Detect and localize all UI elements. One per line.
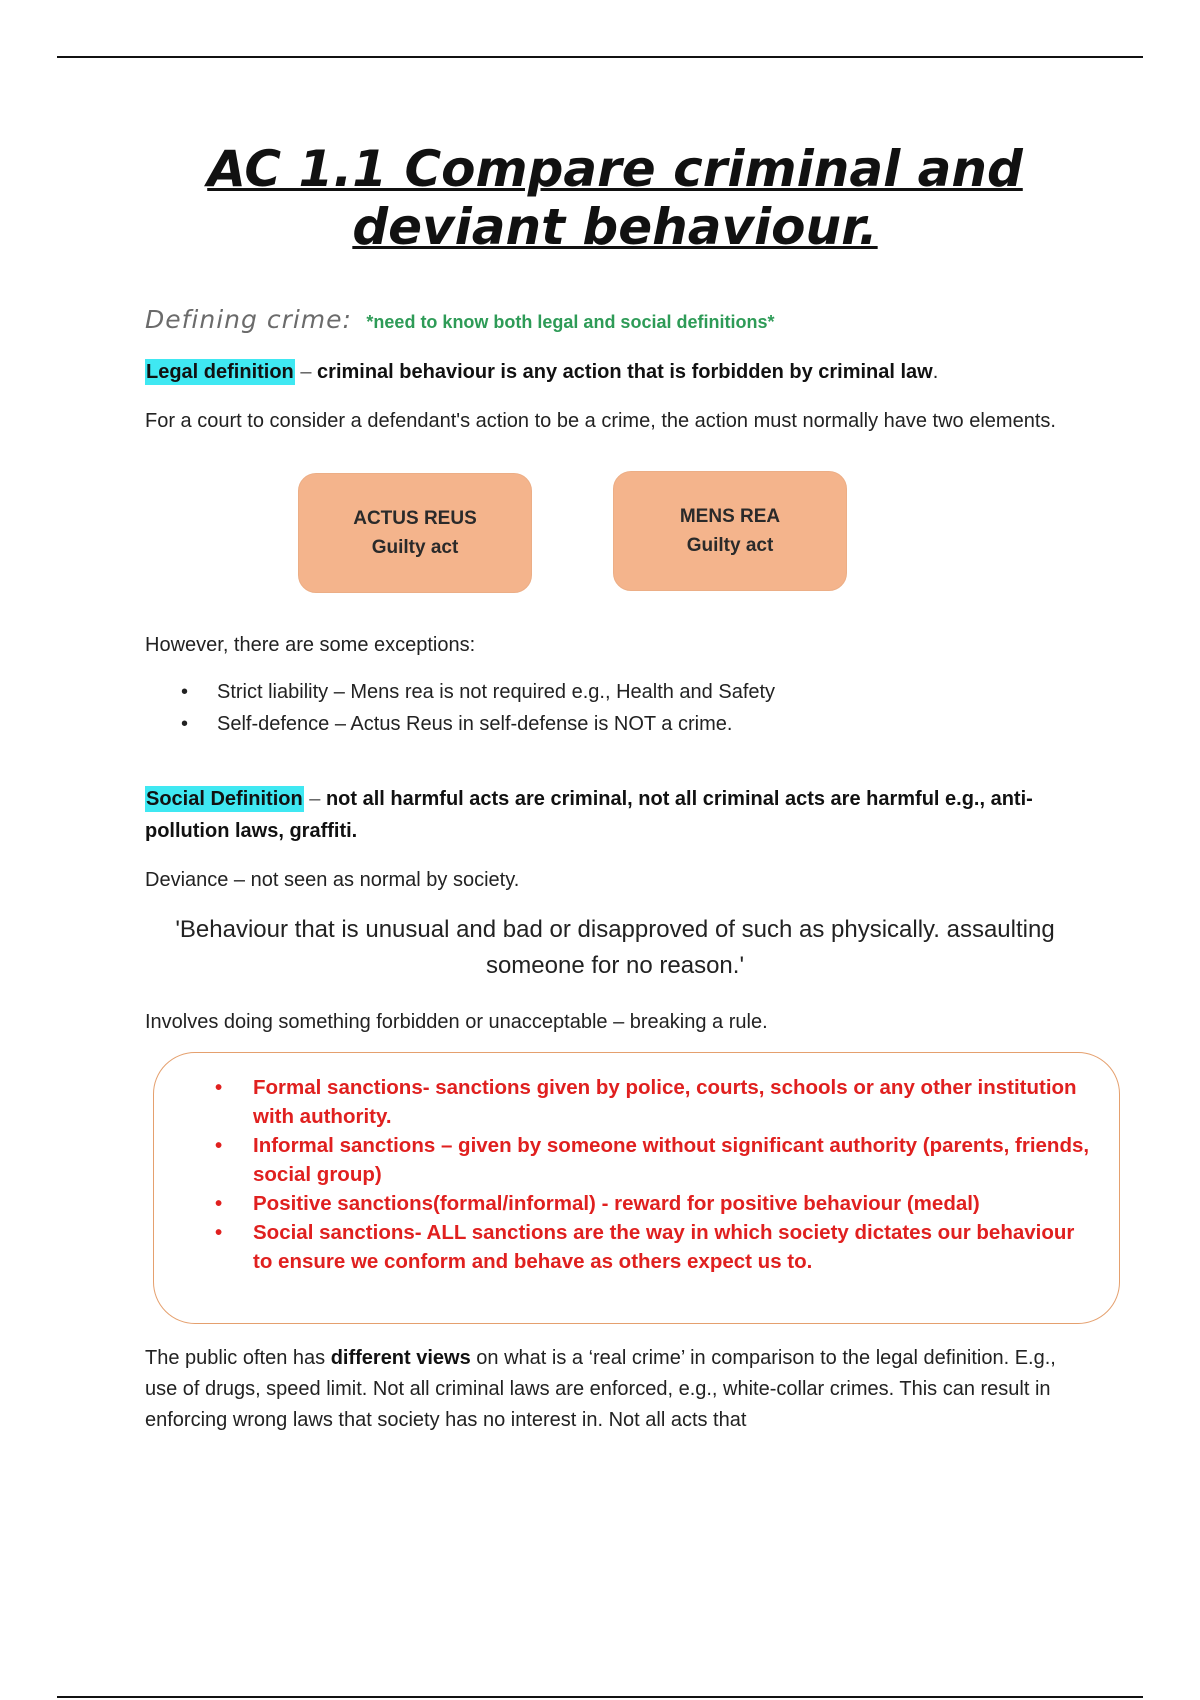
element-name: MENS REA — [679, 506, 781, 527]
social-definition-paragraph — [145, 783, 1085, 847]
sanctions-list — [205, 1073, 1095, 1276]
legal-definition-term: Legal definition — [146, 361, 294, 383]
exceptions-intro: However, there are some exceptions: — [145, 634, 476, 656]
defining-crime-note: *need to know both legal and social definitions* — [366, 312, 775, 332]
defining-crime-label: Defining crime: — [145, 305, 352, 334]
legal-definition-text: criminal behaviour is any action that is forbidden by criminal law — [317, 361, 933, 383]
defining-crime-heading — [145, 305, 774, 334]
element-name: ACTUS REUS — [353, 508, 477, 529]
list-item: • Self-defence – Actus Reus in self-defense is NOT a crime. — [145, 708, 775, 740]
list-item: • Informal sanctions – given by someone without significant authority (parents, friends, social group) — [205, 1131, 1095, 1189]
title-line-2: deviant behaviour. — [352, 198, 878, 256]
list-item: • Formal sanctions- sanctions given by police, courts, schools or any other institution with authority. — [205, 1073, 1095, 1131]
element-meaning: Guilty act — [686, 535, 774, 556]
actus-reus-box — [298, 473, 532, 593]
social-dash: – — [303, 788, 326, 810]
public-views-paragraph — [145, 1343, 1085, 1436]
mens-rea-box — [613, 471, 847, 591]
public-after: on what is a ‘real crime’ in comparison to the legal definition. E.g., use of drugs, speed limit. Not all criminal laws are enforced, e.g., white-collar crimes. This can result in enforcing wrong laws that society has no interest in. Not all acts that — [145, 1347, 1056, 1431]
list-item: • Strict liability – Mens rea is not required e.g., Health and Safety — [145, 676, 775, 708]
public-before: The public often has — [145, 1347, 331, 1369]
deviance-paragraph: Deviance – not seen as normal by society. — [145, 869, 520, 891]
public-bold: different views — [330, 1347, 471, 1369]
title-line-1: AC 1.1 Compare criminal and — [207, 140, 1023, 198]
list-item: • Positive sanctions(formal/informal) - reward for positive behaviour (medal) — [205, 1189, 1095, 1218]
list-item: • Social sanctions- ALL sanctions are the way in which society dictates our behaviour to ensure we conform and behave as others expect us to. — [205, 1218, 1095, 1276]
deviance-quote: 'Behaviour that is unusual and bad or disapproved of such as physically. assaulting someone for no reason.' — [175, 916, 1055, 979]
legal-definition-paragraph — [145, 356, 1085, 388]
top-rule — [57, 56, 1143, 58]
element-meaning: Guilty act — [371, 537, 459, 558]
exceptions-list — [145, 676, 775, 740]
court-paragraph: For a court to consider a defendant's action to be a crime, the action must normally have two elements. — [145, 410, 1056, 432]
page-title — [145, 140, 1085, 256]
involves-paragraph: Involves doing something forbidden or unacceptable – breaking a rule. — [145, 1011, 768, 1033]
legal-dash: – — [294, 361, 318, 383]
social-definition-term: Social Definition — [146, 788, 303, 810]
bottom-rule — [57, 1696, 1143, 1698]
legal-end: . — [932, 361, 939, 383]
social-definition-text: not all harmful acts are criminal, not all criminal acts are harmful e.g., anti-pollution laws, graffiti. — [145, 788, 1033, 842]
